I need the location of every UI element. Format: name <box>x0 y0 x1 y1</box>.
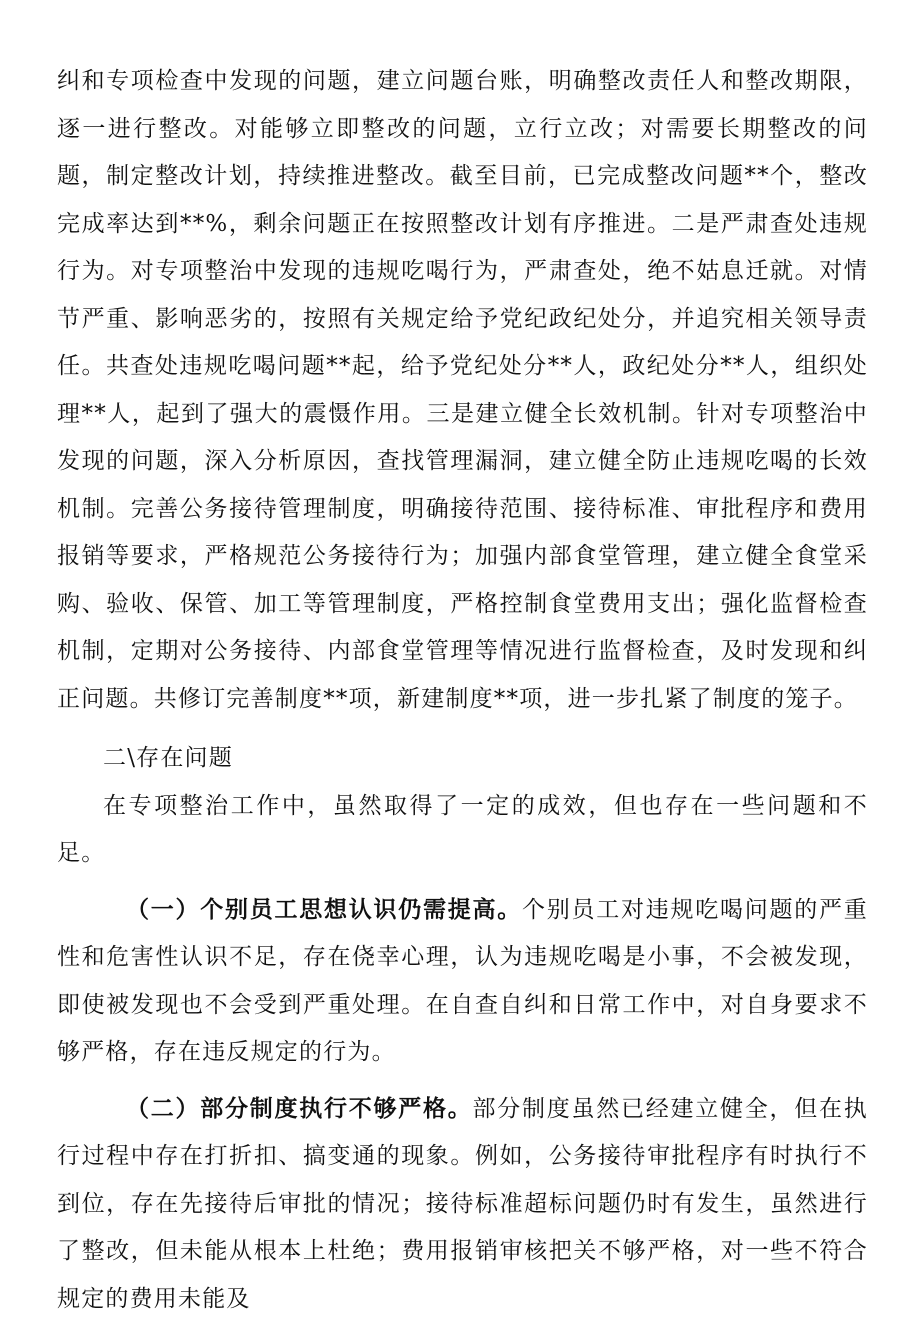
problem-item-1-body: 个别员工对违规吃喝问题的严重性和危害性认识不足，存在侥幸心理，认为违规吃喝是小事，不会被发现，即使被发现也不会受到严重处理。在自查自纠和日常工作中，对自身要求不够严格，存在违反规定的行为。 <box>57 897 868 1066</box>
problem-item-1 <box>57 886 868 1077</box>
paragraph-continued: 纠和专项检查中发现的问题，建立问题台账，明确整改责任人和整改期限，逐一进行整改。对能够立即整改的问题，立行立改；对需要长期整改的问题，制定整改计划，持续推进整改。截至目前，已完成整改问题**个，整改完成率达到**%，剩余问题正在按照整改计划有序推进。二是严肃查处违规行为。对专项整治中发现的违规吃喝行为，严肃查处，绝不姑息迁就。对情节严重、影响恶劣的，按照有关规定给予党纪政纪处分，并追究相关领导责任。共查处违规吃喝问题**起，给予党纪处分**人，政纪处分**人，组织处理**人，起到了强大的震慑作用。三是建立健全长效机制。针对专项整治中发现的问题，深入分析原因，查找管理漏洞，建立健全防止违规吃喝的长效机制。完善公务接待管理制度，明确接待范围、接待标准、审批程序和费用报销等要求，严格规范公务接待行为；加强内部食堂管理，建立健全食堂采购、验收、保管、加工等管理制度，严格控制食堂费用支出；强化监督检查机制，定期对公务接待、内部食堂管理等情况进行监督检查，及时发现和纠正问题。共修订完善制度**项，新建制度**项，进一步扎紧了制度的笼子。 <box>57 58 868 723</box>
problem-item-2 <box>57 1085 868 1323</box>
problem-item-2-body: 部分制度虽然已经建立健全，但在执行过程中存在打折扣、搞变通的现象。例如，公务接待审批程序有时执行不到位，存在先接待后审批的情况；接待标准超标问题仍时有发生，虽然进行了整改，但未能从根本上杜绝；费用报销审核把关不够严格，对一些不符合规定的费用未能及 <box>57 1096 868 1312</box>
problem-item-2-title: （二）部分制度执行不够严格。 <box>126 1095 473 1122</box>
section-intro: 在专项整治工作中，虽然取得了一定的成效，但也存在一些问题和不足。 <box>57 783 868 878</box>
section-heading-problems: 二\存在问题 <box>57 735 868 783</box>
problem-item-1-title: （一）个别员工思想认识仍需提高。 <box>126 896 522 923</box>
